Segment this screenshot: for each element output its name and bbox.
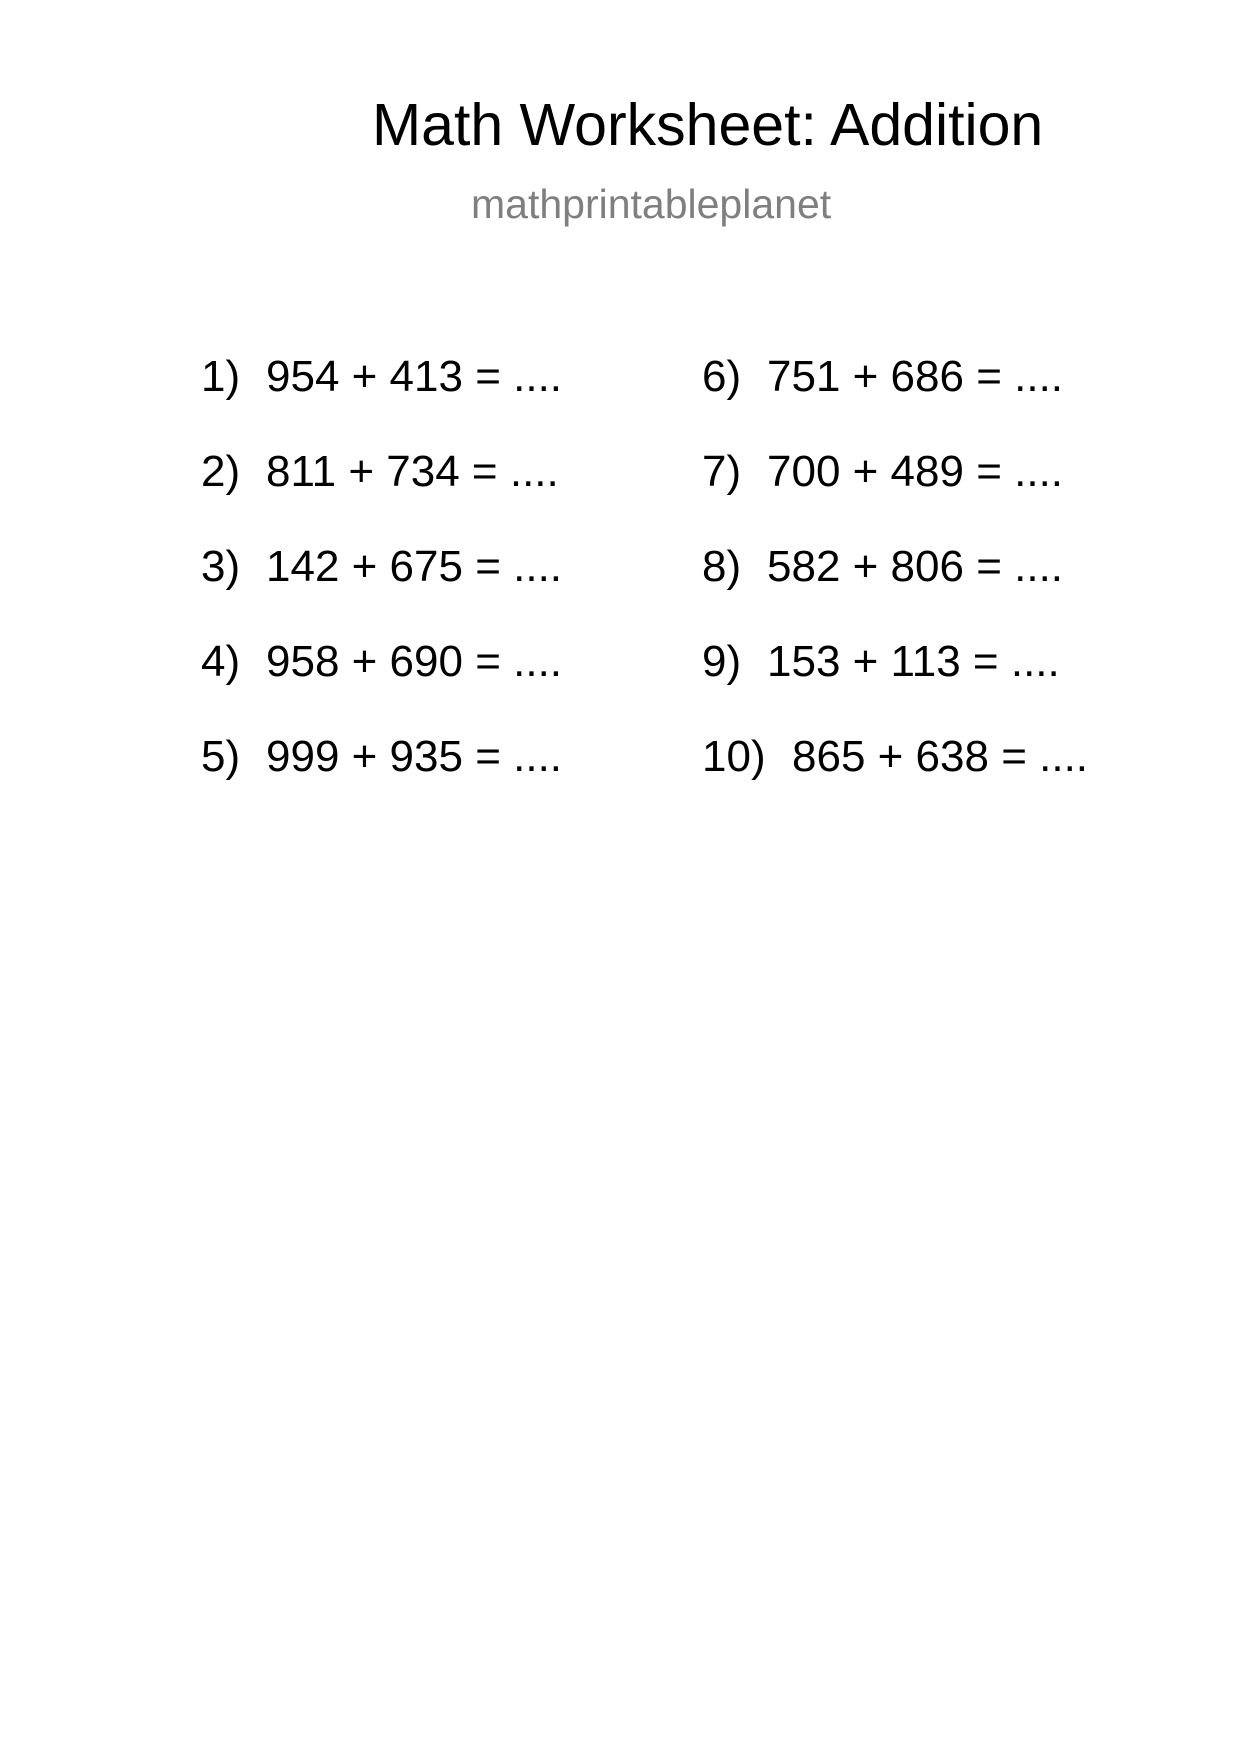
problem-expression: 954 + 413 = .... xyxy=(266,352,563,401)
problem-expression: 700 + 489 = .... xyxy=(767,447,1064,496)
problem-expression: 582 + 806 = .... xyxy=(767,542,1064,591)
problem-number: 8) xyxy=(702,542,742,591)
problem-number: 9) xyxy=(702,637,742,686)
problem-expression: 153 + 113 = .... xyxy=(767,637,1060,686)
problem-2 xyxy=(201,447,559,496)
worksheet-subtitle: mathprintableplanet xyxy=(471,181,832,227)
problem-10 xyxy=(702,732,1089,781)
problem-number: 3) xyxy=(201,542,241,591)
problem-expression: 999 + 935 = .... xyxy=(266,732,563,781)
problem-expression: 751 + 686 = .... xyxy=(767,352,1064,401)
problem-1 xyxy=(201,352,563,401)
problem-6 xyxy=(702,352,1064,401)
problem-expression: 958 + 690 = .... xyxy=(266,637,563,686)
problem-number: 7) xyxy=(702,447,742,496)
problem-number: 4) xyxy=(201,637,241,686)
problem-number: 5) xyxy=(201,732,241,781)
problem-4 xyxy=(201,637,563,686)
problem-number: 6) xyxy=(702,352,742,401)
problem-expression: 811 + 734 = .... xyxy=(266,447,559,496)
problem-3 xyxy=(201,542,563,591)
problem-5 xyxy=(201,732,563,781)
problem-expression: 865 + 638 = .... xyxy=(792,732,1089,781)
problem-number: 10) xyxy=(702,732,766,781)
worksheet-title: Math Worksheet: Addition xyxy=(372,92,1044,158)
problem-number: 2) xyxy=(201,447,241,496)
problem-8 xyxy=(702,542,1064,591)
problem-expression: 142 + 675 = .... xyxy=(266,542,563,591)
problem-9 xyxy=(702,637,1060,686)
problem-7 xyxy=(702,447,1064,496)
problem-number: 1) xyxy=(201,352,241,401)
